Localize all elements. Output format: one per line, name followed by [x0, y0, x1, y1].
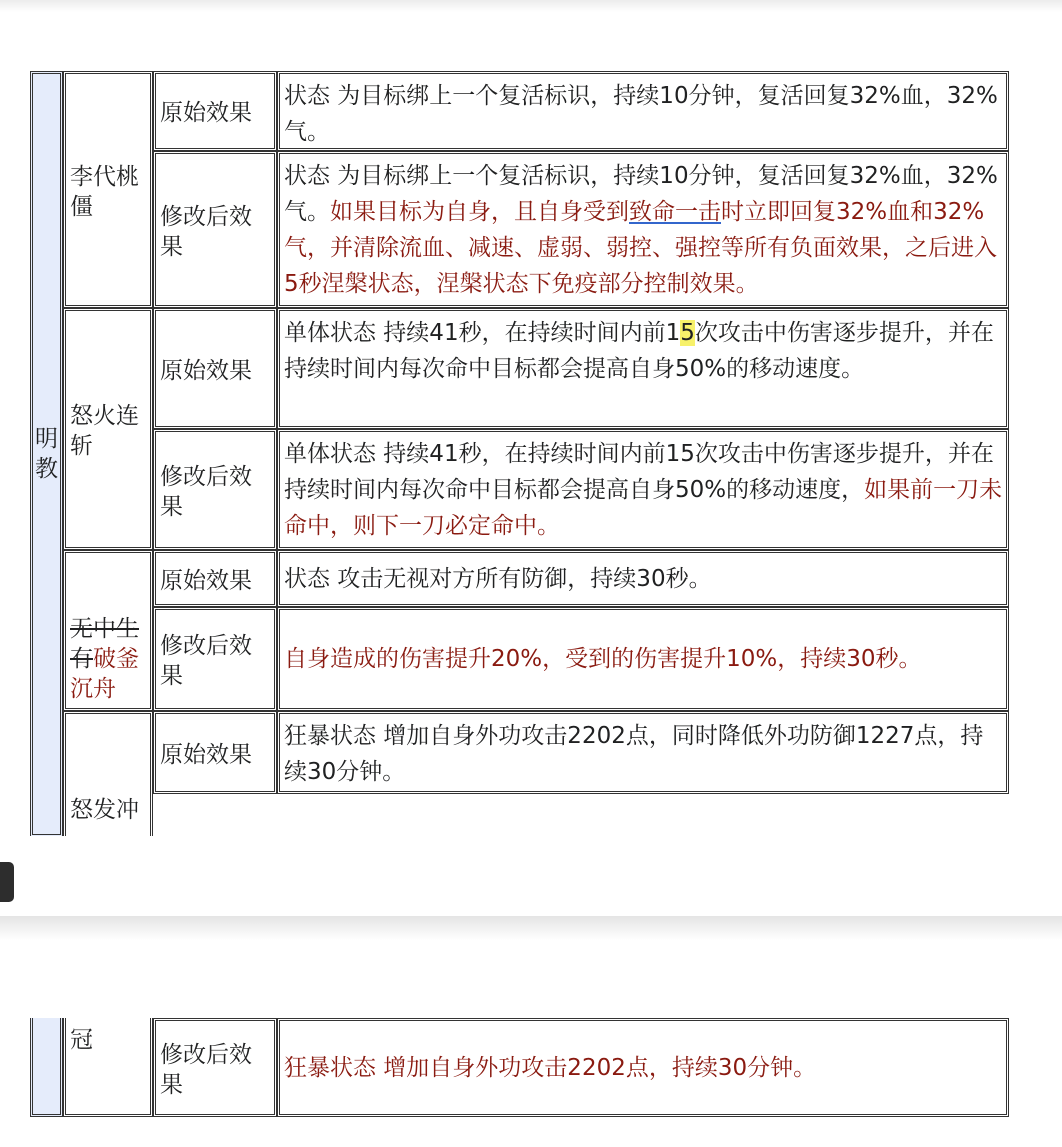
- modified-effect-cell: [277, 151, 1009, 308]
- effect-text: [284, 315, 1003, 387]
- effect-segment: 次攻击中伤害逐步提升，并在持续时间内每次命中目标都会提高自身50%的移动速度。: [284, 320, 994, 382]
- label-text: 原始效果: [160, 741, 252, 768]
- effect-text: [284, 1050, 816, 1086]
- modified-effect-cell: [277, 429, 1009, 550]
- skill-name: [70, 795, 148, 825]
- changed-text: 如果目标为自身，且自身受到: [330, 199, 629, 225]
- skill-name: [70, 162, 148, 222]
- effect-segment: 单体状态 持续41秒，在持续时间内前15次攻击中伤害逐步提升，并在持续时间内每次命中目标都会提高自身50%的移动速度，: [284, 441, 994, 503]
- effect-link[interactable]: 致命一击: [629, 199, 721, 225]
- label-text: 修改后效果: [160, 1041, 252, 1098]
- modified-effect-cell: [277, 1018, 1009, 1117]
- skill-name-text: 李代桃僵: [70, 163, 139, 220]
- effect-type-label-original: [153, 308, 277, 429]
- skill-name: [70, 614, 148, 704]
- effect-text: [284, 158, 1003, 302]
- original-effect-cell: [277, 71, 1009, 151]
- struck-skill-name: 无中生有: [70, 616, 139, 672]
- original-effect-cell: [277, 308, 1009, 429]
- faction-cell-continuation: [30, 1018, 63, 1117]
- label-text: 修改后效果: [160, 463, 252, 520]
- skill-name-tail: 冠: [70, 1027, 93, 1053]
- skill-name-cell: [63, 711, 153, 837]
- changed-text: 自身造成的伤害提升20%，受到的伤害提升10%，持续30秒。: [284, 646, 922, 672]
- effect-text: [284, 561, 712, 597]
- faction-label: 明教: [35, 426, 58, 482]
- changed-text: 狂暴状态 增加自身外功攻击2202点，持续30分钟。: [284, 1054, 817, 1081]
- skill-name-cell-continuation: [63, 1018, 153, 1117]
- original-effect-cell: [277, 711, 1009, 794]
- top-shadow: [0, 0, 1062, 12]
- original-effect-cell: [277, 550, 1009, 607]
- label-text: 修改后效果: [160, 633, 252, 689]
- changed-text: 时立即回复32%血和32%气，并清除流血、减速、虚弱、弱控、强控等所有负面效果，之后进入5秒涅槃状态，涅槃状态下免疫部分控制效果。: [284, 199, 997, 297]
- page-break-shadow: [0, 916, 1062, 940]
- effect-text: [284, 641, 922, 677]
- faction-cell: [30, 71, 63, 837]
- effect-type-label-modified: [153, 429, 277, 550]
- label-text: 原始效果: [160, 357, 252, 384]
- skill-name-cell: [63, 308, 153, 550]
- effect-text: [284, 436, 1003, 544]
- skill-name-cell: [63, 550, 153, 711]
- effect-type-label-original: [153, 711, 277, 794]
- skill-name-text: 怒火连斩: [70, 403, 139, 459]
- changed-text: 如果前一刀未命中，则下一刀必定命中。: [284, 477, 1003, 539]
- skill-name-text: 怒发冲: [70, 797, 139, 823]
- effect-segment: 状态 攻击无视对方所有防御，持续30秒。: [284, 565, 712, 592]
- modified-effect-cell: [277, 607, 1009, 711]
- effect-segment: 单体状态 持续41秒，在持续时间内前1: [284, 320, 681, 346]
- effect-type-label-modified: [153, 607, 277, 711]
- skill-name: [70, 401, 148, 461]
- effect-type-label-modified: [153, 151, 277, 308]
- effect-segment: 狂暴状态 增加自身外功攻击2202点，同时降低外功防御1227点，持续30分钟。: [284, 723, 984, 785]
- skill-name-cell: [63, 71, 153, 308]
- effect-type-label-modified: [153, 1018, 277, 1117]
- effect-text: [284, 78, 1003, 150]
- label-text: 修改后效果: [160, 203, 252, 260]
- new-skill-name: 破釜沉舟: [70, 646, 139, 702]
- scroll-handle[interactable]: [0, 862, 14, 902]
- label-text: 原始效果: [160, 100, 252, 126]
- page-gap: [0, 836, 1062, 916]
- label-text: 原始效果: [160, 567, 252, 594]
- effect-segment: 状态 为目标绑上一个复活标识，持续10分钟，复活回复32%血，32%气。: [284, 163, 998, 225]
- effect-segment: 状态 为目标绑上一个复活标识，持续10分钟，复活回复32%血，32%气。: [284, 83, 998, 145]
- effect-text: [284, 718, 1003, 790]
- effect-type-label-original: [153, 71, 277, 151]
- effect-segment: 5: [680, 320, 695, 346]
- effect-type-label-original: [153, 550, 277, 607]
